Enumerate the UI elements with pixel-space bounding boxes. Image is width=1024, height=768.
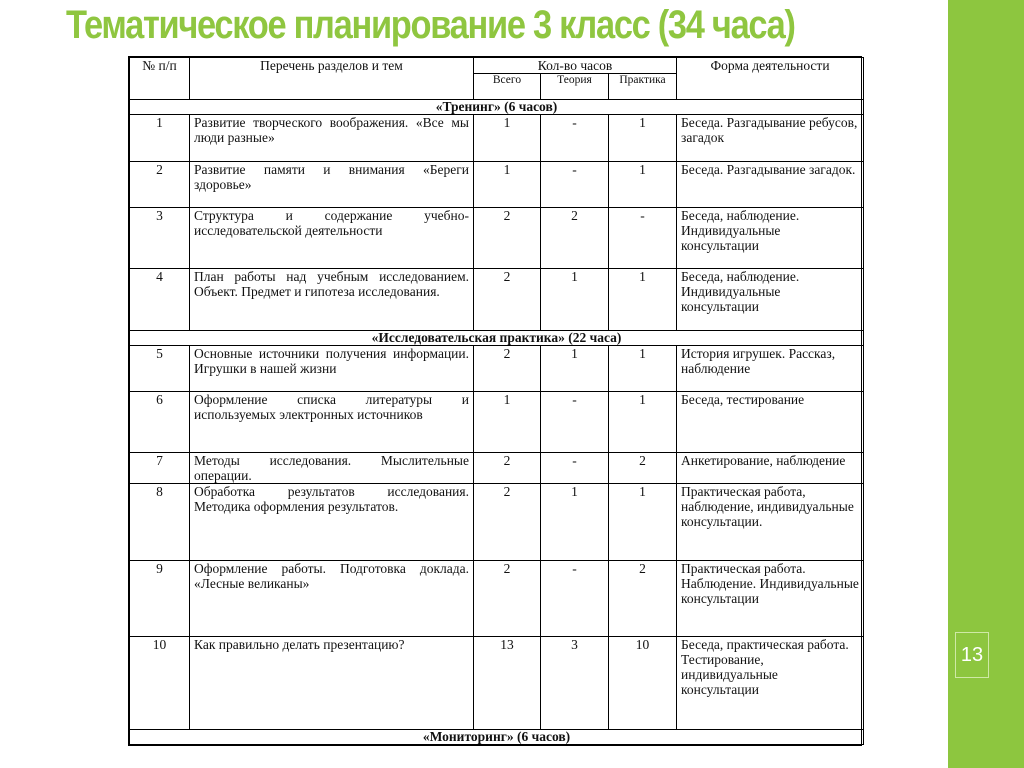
row-num: 6 xyxy=(130,391,190,452)
page-number: 13 xyxy=(955,632,989,678)
table-row xyxy=(130,391,864,452)
row-practice: 2 xyxy=(609,453,677,484)
table-row xyxy=(130,453,864,484)
section-row xyxy=(130,330,864,345)
row-practice: 1 xyxy=(609,484,677,560)
row-total: 2 xyxy=(474,345,541,391)
row-theory: 1 xyxy=(541,269,609,330)
header-hours-total: Всего xyxy=(474,74,541,100)
row-num: 7 xyxy=(130,453,190,484)
row-theory: 2 xyxy=(541,207,609,268)
thematic-plan-table xyxy=(129,57,864,745)
row-form: Беседа, практическая работа. Тестирование, индивидуальные консультации xyxy=(677,637,864,730)
row-form: Беседа. Разгадывание загадок. xyxy=(677,161,864,207)
row-num: 3 xyxy=(130,207,190,268)
row-practice: 10 xyxy=(609,637,677,730)
row-practice: 1 xyxy=(609,115,677,161)
row-topic: Обработка результатов исследования. Методика оформления результатов. xyxy=(190,484,474,560)
row-num: 10 xyxy=(130,637,190,730)
row-theory: - xyxy=(541,391,609,452)
table-row xyxy=(130,637,864,730)
row-num: 9 xyxy=(130,560,190,636)
row-total: 2 xyxy=(474,453,541,484)
table-row xyxy=(130,345,864,391)
row-form: Практическая работа. Наблюдение. Индивидуальные консультации xyxy=(677,560,864,636)
row-form: Беседа. Разгадывание ребусов, загадок xyxy=(677,115,864,161)
header-hours: Кол-во часов xyxy=(474,58,677,74)
section-title: «Исследовательская практика» (22 часа) xyxy=(130,330,864,345)
row-total: 2 xyxy=(474,560,541,636)
row-practice: 1 xyxy=(609,161,677,207)
row-form: История игрушек. Рассказ, наблюдение xyxy=(677,345,864,391)
section-title: «Мониторинг» (6 часов) xyxy=(130,729,864,744)
table-row xyxy=(130,269,864,330)
row-practice: 1 xyxy=(609,269,677,330)
table-row xyxy=(130,560,864,636)
row-theory: - xyxy=(541,161,609,207)
row-form: Практическая работа, наблюдение, индивидуальные консультации. xyxy=(677,484,864,560)
row-topic: Оформление работы. Подготовка доклада. «Лесные великаны» xyxy=(190,560,474,636)
row-form: Беседа, наблюдение. Индивидуальные консультации xyxy=(677,207,864,268)
row-theory: - xyxy=(541,453,609,484)
row-form: Беседа, наблюдение. Индивидуальные консультации xyxy=(677,269,864,330)
section-title: «Тренинг» (6 часов) xyxy=(130,100,864,115)
table-row xyxy=(130,115,864,161)
header-hours-practice: Практика xyxy=(609,74,677,100)
plan-table-container xyxy=(128,56,862,746)
table-row xyxy=(130,161,864,207)
row-num: 2 xyxy=(130,161,190,207)
row-theory: 1 xyxy=(541,484,609,560)
row-practice: 1 xyxy=(609,391,677,452)
row-total: 2 xyxy=(474,207,541,268)
row-practice: - xyxy=(609,207,677,268)
section-row xyxy=(130,729,864,744)
row-topic: Оформление списка литературы и используемых электронных источников xyxy=(190,391,474,452)
row-num: 5 xyxy=(130,345,190,391)
row-theory: - xyxy=(541,560,609,636)
row-topic: Развитие памяти и внимания «Береги здоровье» xyxy=(190,161,474,207)
row-total: 1 xyxy=(474,391,541,452)
header-form: Форма деятельности xyxy=(677,58,864,100)
row-total: 2 xyxy=(474,269,541,330)
row-theory: 1 xyxy=(541,345,609,391)
row-form: Беседа, тестирование xyxy=(677,391,864,452)
table-row xyxy=(130,207,864,268)
row-topic: Развитие творческого воображения. «Все мы люди разные» xyxy=(190,115,474,161)
row-total: 2 xyxy=(474,484,541,560)
row-topic: Основные источники получения информации. Игрушки в нашей жизни xyxy=(190,345,474,391)
row-num: 8 xyxy=(130,484,190,560)
row-num: 1 xyxy=(130,115,190,161)
row-topic: План работы над учебным исследованием. Объект. Предмет и гипотеза исследования. xyxy=(190,269,474,330)
row-topic: Как правильно делать презентацию? xyxy=(190,637,474,730)
row-theory: - xyxy=(541,115,609,161)
row-theory: 3 xyxy=(541,637,609,730)
header-topics: Перечень разделов и тем xyxy=(190,58,474,100)
section-row xyxy=(130,100,864,115)
row-form: Анкетирование, наблюдение xyxy=(677,453,864,484)
row-num: 4 xyxy=(130,269,190,330)
header-num: № п/п xyxy=(130,58,190,100)
table-row xyxy=(130,484,864,560)
header-hours-theory: Теория xyxy=(541,74,609,100)
row-total: 1 xyxy=(474,161,541,207)
row-practice: 1 xyxy=(609,345,677,391)
row-practice: 2 xyxy=(609,560,677,636)
row-topic: Структура и содержание учебно-исследовательской деятельности xyxy=(190,207,474,268)
table-header-row xyxy=(130,58,864,74)
row-total: 13 xyxy=(474,637,541,730)
row-total: 1 xyxy=(474,115,541,161)
slide-title: Тематическое планирование 3 класс (34 часа) xyxy=(66,3,795,47)
row-topic: Методы исследования. Мыслительные операции. xyxy=(190,453,474,484)
